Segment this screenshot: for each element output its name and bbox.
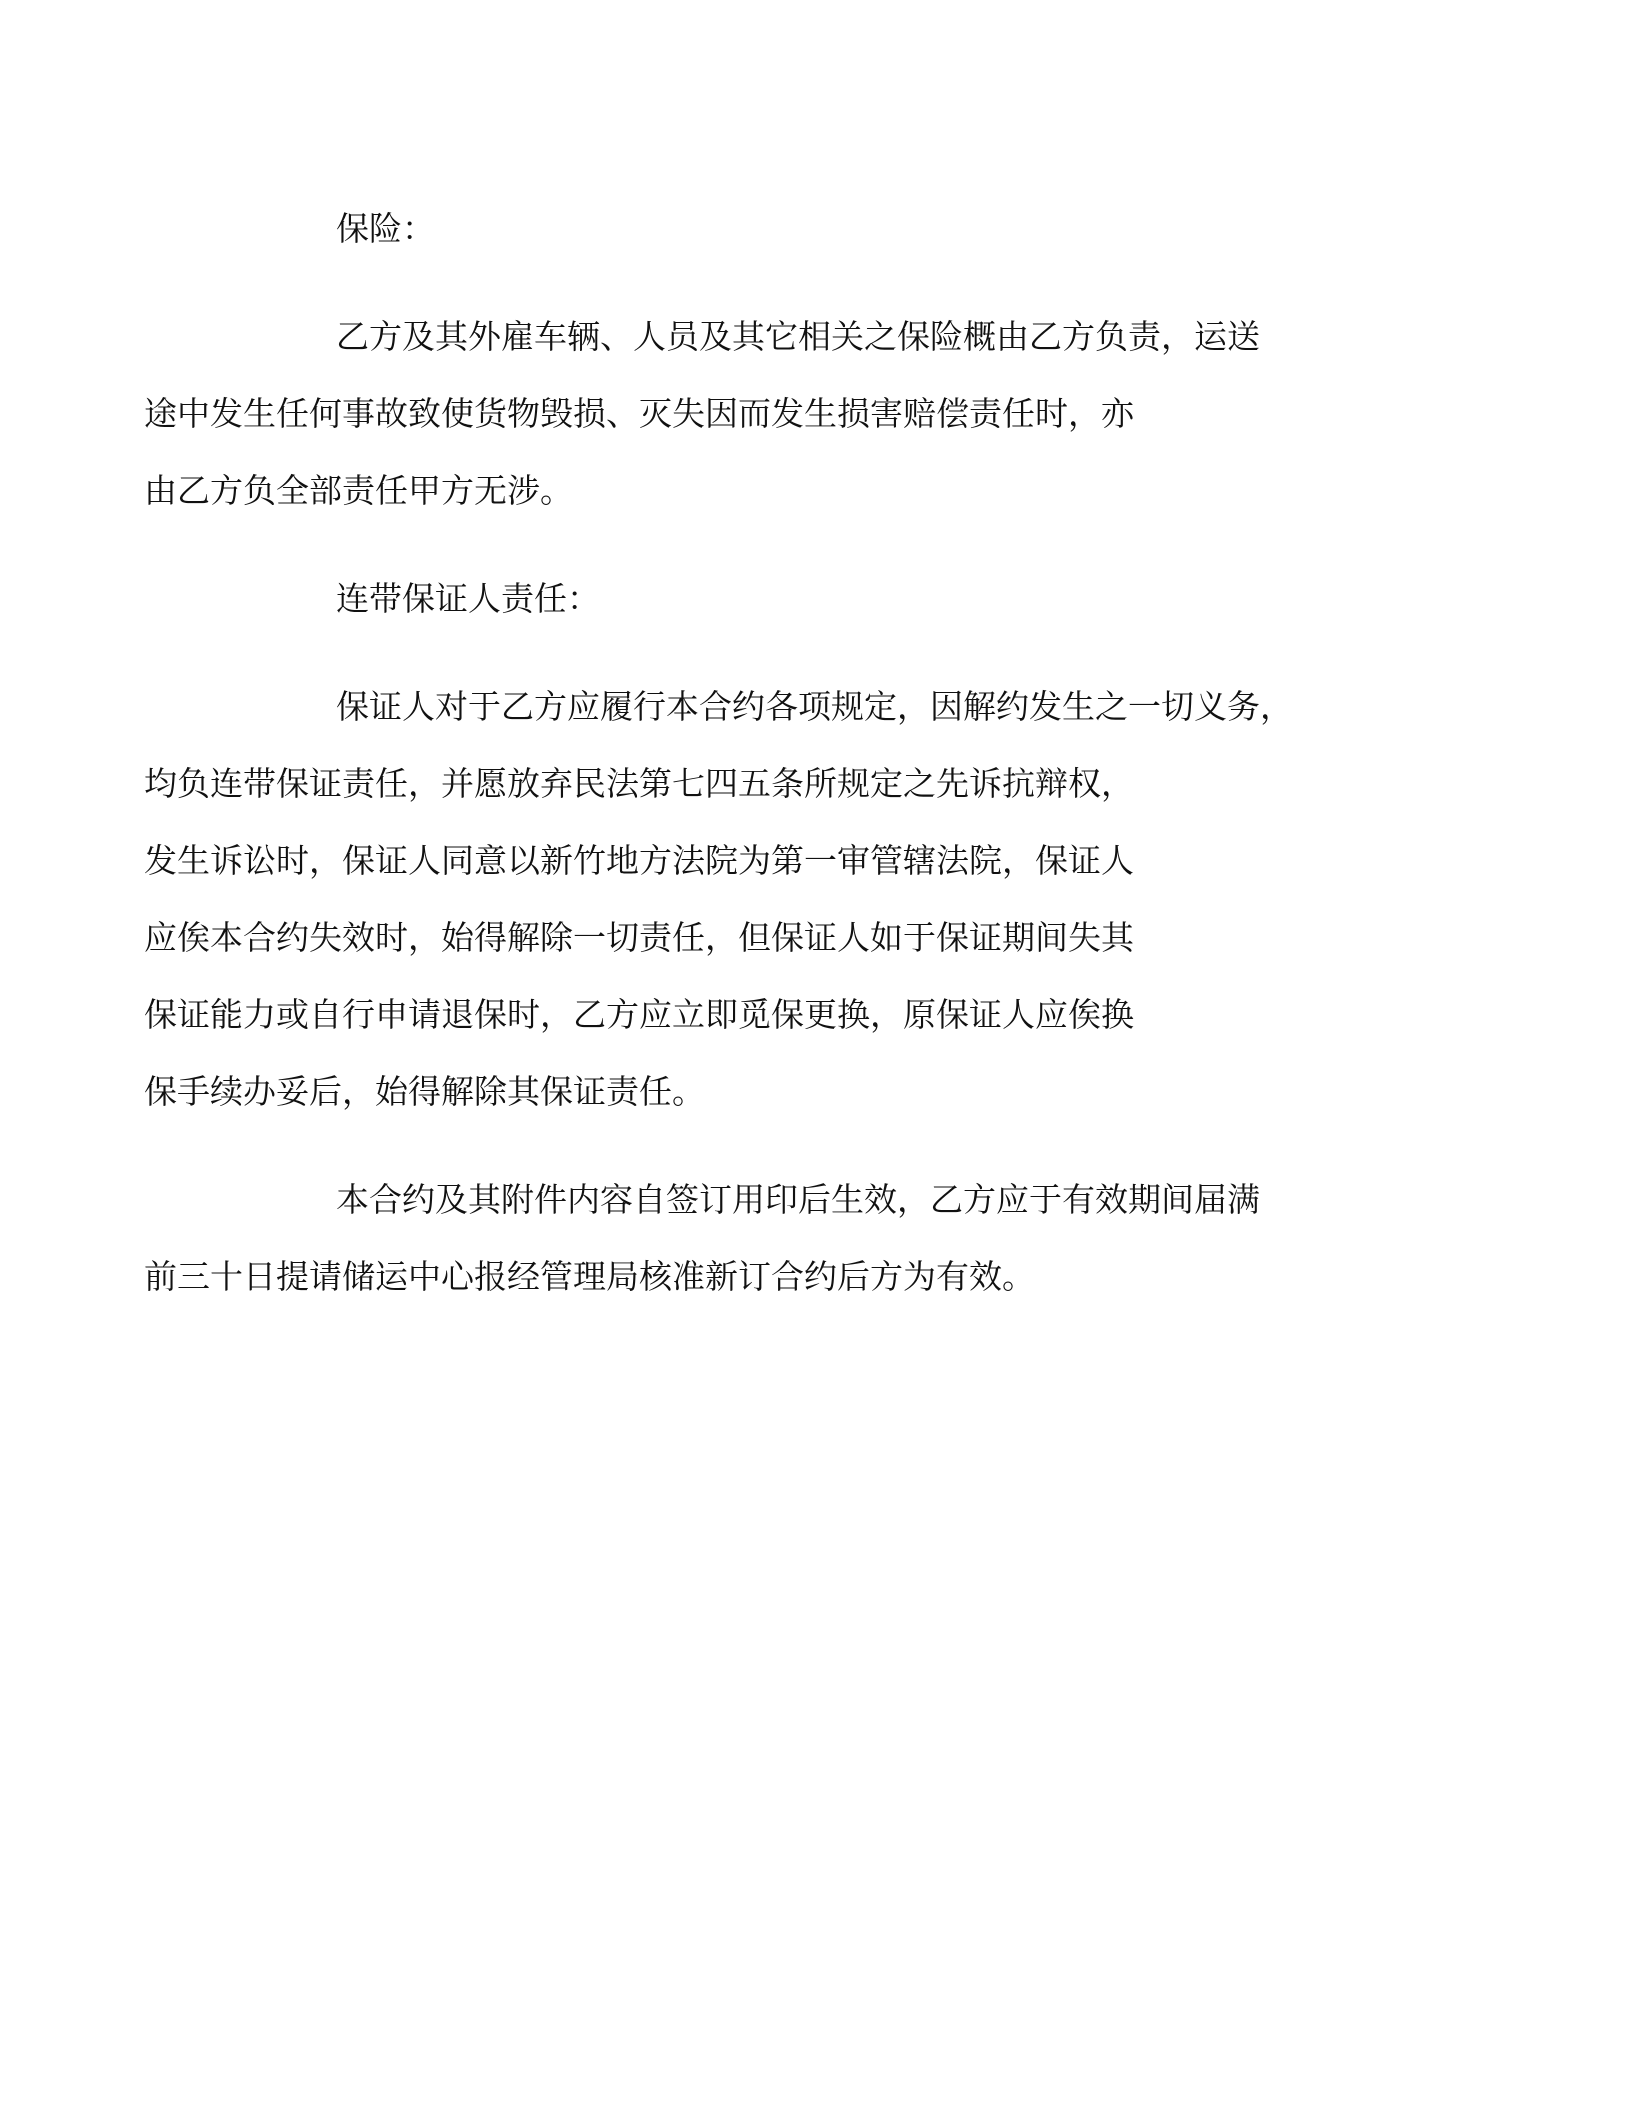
text-line: 发生诉讼时，保证人同意以新竹地方法院为第一审管辖法院，保证人: [144, 841, 1134, 880]
text-line: 前三十日提请储运中心报经管理局核准新订合约后方为有效。: [144, 1257, 1035, 1296]
text-line: 保手续办妥后，始得解除其保证责任。: [144, 1072, 705, 1111]
text-line: 应俟本合约失效时，始得解除一切责任，但保证人如于保证期间失其: [144, 918, 1134, 957]
text-line: 连带保证人责任：: [336, 579, 600, 618]
text-line: 本合约及其附件内容自签订用印后生效，乙方应于有效期间届满: [336, 1180, 1260, 1219]
text-line: 保险：: [336, 209, 435, 248]
text-line: 保证能力或自行申请退保时，乙方应立即觅保更换，原保证人应俟换: [144, 995, 1134, 1034]
text-line: 由乙方负全部责任甲方无涉。: [144, 471, 573, 510]
text-line: 均负连带保证责任，并愿放弃民法第七四五条所规定之先诉抗辩权，: [144, 764, 1134, 803]
document-body: [144, 190, 1400, 1346]
text-line: 乙方及其外雇车辆、人员及其它相关之保险概由乙方负责，运送: [336, 317, 1260, 356]
paragraph-guarantor-terms: [144, 668, 1400, 1130]
paragraph-guarantor-heading: [240, 560, 1400, 637]
text-line: 途中发生任何事故致使货物毁损、灭失因而发生损害赔偿责任时，亦: [144, 394, 1134, 433]
paragraph-insurance-terms: [144, 298, 1400, 529]
paragraph-validity-terms: [144, 1161, 1400, 1315]
text-line: 保证人对于乙方应履行本合约各项规定，因解约发生之一切义务，: [336, 687, 1293, 726]
paragraph-insurance-heading: [240, 190, 1400, 267]
